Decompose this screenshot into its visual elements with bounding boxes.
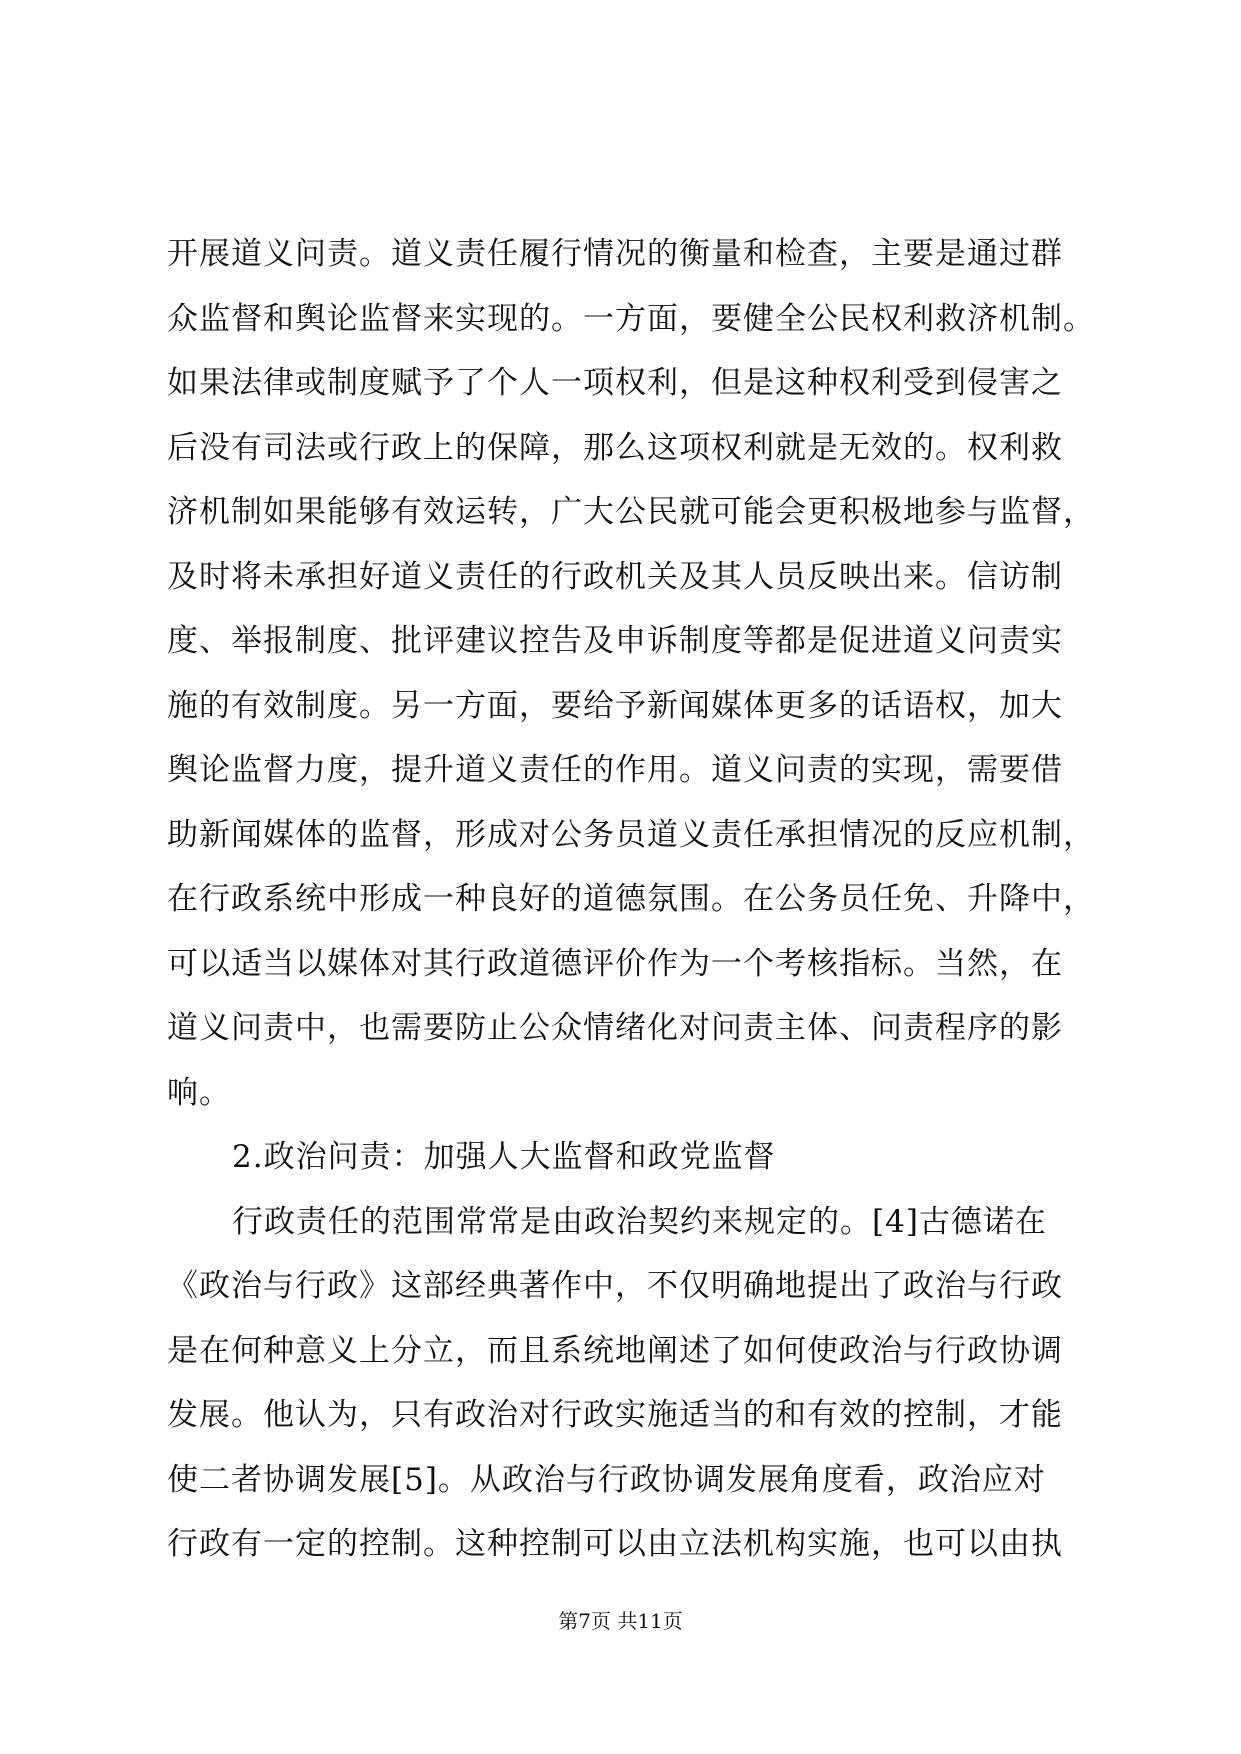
text-line: 在行政系统中形成一种良好的道德氛围。在公务员任免、升降中， <box>167 881 1095 917</box>
text-line: 《政治与行政》这部经典著作中，不仅明确地提出了政治与行政 <box>167 1268 1063 1304</box>
text-line: 济机制如果能够有效运转，广大公民就可能会更积极地参与监督， <box>167 494 1095 530</box>
section-heading: 2.政治问责：加强人大监督和政党监督 <box>232 1139 776 1175</box>
text-line: 助新闻媒体的监督，形成对公务员道义责任承担情况的反应机制， <box>167 816 1095 853</box>
text-line: 行政有一定的控制。这种控制可以由立法机构实施，也可以由执 <box>167 1526 1063 1562</box>
page-number: 第7页 共11页 <box>558 1609 683 1633</box>
text-line: 道义问责中，也需要防止公众情绪化对问责主体、问责程序的影 <box>167 1010 1063 1046</box>
text-line: 开展道义问责。道义责任履行情况的衡量和检查，主要是通过群 <box>167 236 1063 272</box>
text-line: 响。 <box>167 1074 231 1111</box>
text-line: 行政责任的范围常常是由政治契约来规定的。[4]古德诺在 <box>232 1203 1047 1240</box>
text-line: 后没有司法或行政上的保障，那么这项权利就是无效的。权利救 <box>167 429 1063 466</box>
text-line: 发展。他认为，只有政治对行政实施适当的和有效的控制，才能 <box>167 1397 1063 1433</box>
body-text <box>167 222 1095 1577</box>
text-line: 及时将未承担好道义责任的行政机关及其人员反映出来。信访制 <box>167 558 1063 595</box>
text-line: 可以适当以媒体对其行政道德评价作为一个考核指标。当然，在 <box>167 945 1063 982</box>
text-line: 如果法律或制度赋予了个人一项权利，但是这种权利受到侵害之 <box>167 365 1063 401</box>
text-line: 度、举报制度、批评建议控告及申诉制度等都是促进道义问责实 <box>167 623 1063 659</box>
text-line: 是在何种意义上分立，而且系统地阐述了如何使政治与行政协调 <box>167 1332 1063 1369</box>
text-line: 施的有效制度。另一方面，要给予新闻媒体更多的话语权，加大 <box>167 687 1063 724</box>
text-line: 众监督和舆论监督来实现的。一方面，要健全公民权利救济机制。 <box>167 300 1095 337</box>
text-line: 使二者协调发展[5]。从政治与行政协调发展角度看，政治应对 <box>167 1461 1046 1498</box>
text-line: 舆论监督力度，提升道义责任的作用。道义问责的实现，需要借 <box>167 752 1063 788</box>
